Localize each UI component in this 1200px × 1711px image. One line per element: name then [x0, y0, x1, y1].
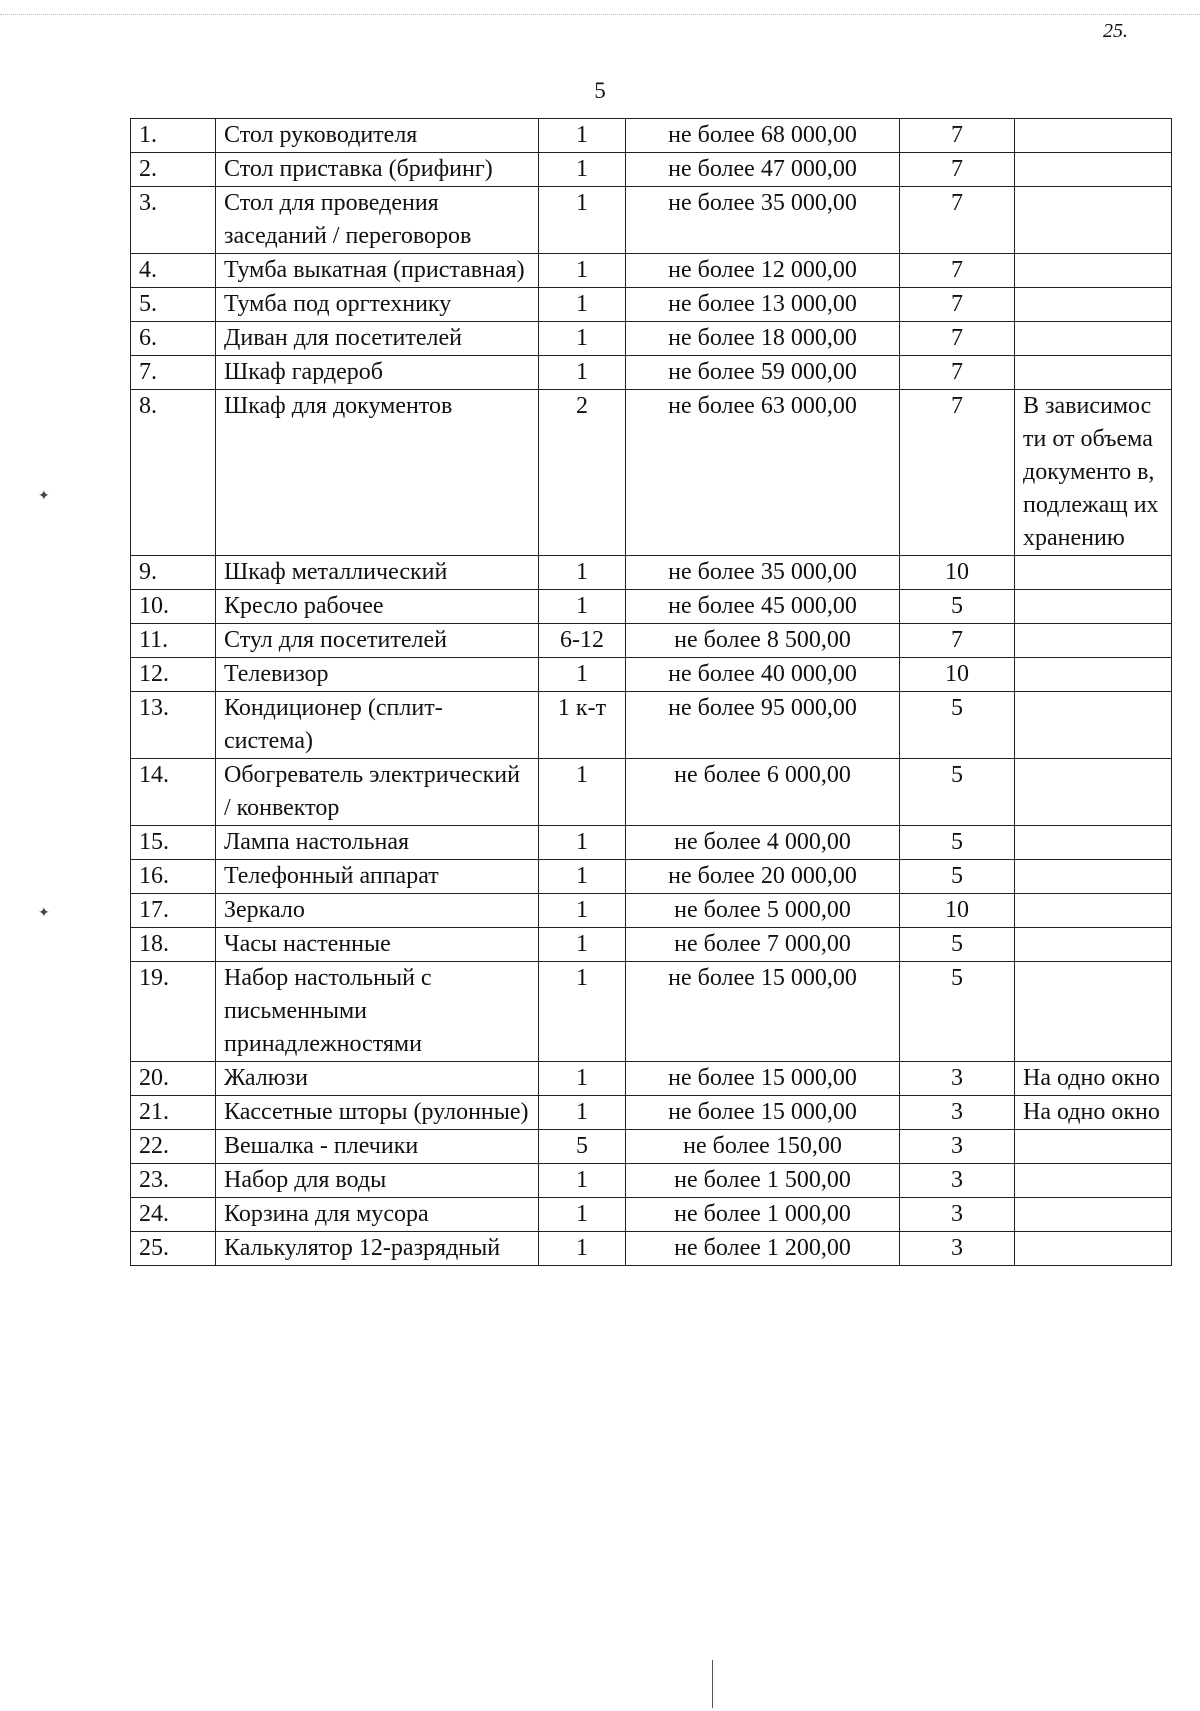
item-name-cell: Жалюзи	[216, 1062, 539, 1096]
item-quantity-cell: 1	[539, 1062, 626, 1096]
item-service-years-cell: 5	[900, 759, 1015, 826]
row-number-cell: 6.	[131, 322, 216, 356]
table-row	[131, 254, 1172, 288]
item-name-cell: Стул для посетителей	[216, 624, 539, 658]
item-price-cell: не более 15 000,00	[626, 1062, 900, 1096]
item-note-cell	[1015, 1164, 1172, 1198]
row-number-cell: 1.	[131, 119, 216, 153]
item-service-years-cell: 7	[900, 356, 1015, 390]
item-note-cell	[1015, 1232, 1172, 1266]
item-quantity-cell: 1	[539, 556, 626, 590]
item-quantity-cell: 1	[539, 759, 626, 826]
table-row	[131, 826, 1172, 860]
row-number-cell: 11.	[131, 624, 216, 658]
item-price-cell: не более 5 000,00	[626, 894, 900, 928]
item-name-cell: Шкаф гардероб	[216, 356, 539, 390]
item-service-years-cell: 5	[900, 962, 1015, 1062]
item-price-cell: не более 68 000,00	[626, 119, 900, 153]
item-quantity-cell: 1	[539, 322, 626, 356]
row-number-cell: 14.	[131, 759, 216, 826]
item-price-cell: не более 15 000,00	[626, 962, 900, 1062]
item-service-years-cell: 7	[900, 187, 1015, 254]
item-quantity-cell: 1	[539, 928, 626, 962]
item-price-cell: не более 4 000,00	[626, 826, 900, 860]
item-service-years-cell: 5	[900, 590, 1015, 624]
table-row	[131, 390, 1172, 556]
item-note-cell	[1015, 153, 1172, 187]
item-note-cell	[1015, 894, 1172, 928]
item-note-cell	[1015, 1130, 1172, 1164]
item-service-years-cell: 5	[900, 928, 1015, 962]
item-name-cell: Лампа настольная	[216, 826, 539, 860]
item-quantity-cell: 1	[539, 356, 626, 390]
item-price-cell: не более 6 000,00	[626, 759, 900, 826]
table-row	[131, 153, 1172, 187]
item-note-cell: На одно окно	[1015, 1062, 1172, 1096]
item-quantity-cell: 5	[539, 1130, 626, 1164]
item-note-cell	[1015, 759, 1172, 826]
item-price-cell: не более 150,00	[626, 1130, 900, 1164]
item-price-cell: не более 59 000,00	[626, 356, 900, 390]
row-number-cell: 17.	[131, 894, 216, 928]
item-service-years-cell: 10	[900, 658, 1015, 692]
row-number-cell: 15.	[131, 826, 216, 860]
row-number-cell: 8.	[131, 390, 216, 556]
item-note-cell	[1015, 119, 1172, 153]
item-quantity-cell: 1	[539, 894, 626, 928]
item-quantity-cell: 1	[539, 1198, 626, 1232]
binding-hole-mark-icon: ✦	[38, 489, 50, 504]
table-row	[131, 1198, 1172, 1232]
item-quantity-cell: 1	[539, 187, 626, 254]
item-note-cell	[1015, 556, 1172, 590]
row-number-cell: 24.	[131, 1198, 216, 1232]
row-number-cell: 4.	[131, 254, 216, 288]
item-note-cell	[1015, 692, 1172, 759]
item-name-cell: Набор настольный с письменными принадлежностями	[216, 962, 539, 1062]
item-service-years-cell: 3	[900, 1130, 1015, 1164]
item-quantity-cell: 1	[539, 860, 626, 894]
item-service-years-cell: 7	[900, 153, 1015, 187]
item-quantity-cell: 6-12	[539, 624, 626, 658]
row-number-cell: 25.	[131, 1232, 216, 1266]
item-quantity-cell: 1	[539, 254, 626, 288]
row-number-cell: 13.	[131, 692, 216, 759]
item-quantity-cell: 1	[539, 153, 626, 187]
table-row	[131, 860, 1172, 894]
item-name-cell: Стол для проведения заседаний / переговоров	[216, 187, 539, 254]
item-note-cell	[1015, 322, 1172, 356]
table-row	[131, 692, 1172, 759]
item-note-cell	[1015, 962, 1172, 1062]
row-number-cell: 20.	[131, 1062, 216, 1096]
item-name-cell: Корзина для мусора	[216, 1198, 539, 1232]
item-quantity-cell: 1 к-т	[539, 692, 626, 759]
item-service-years-cell: 3	[900, 1062, 1015, 1096]
item-note-cell	[1015, 187, 1172, 254]
row-number-cell: 23.	[131, 1164, 216, 1198]
item-price-cell: не более 8 500,00	[626, 624, 900, 658]
item-price-cell: не более 47 000,00	[626, 153, 900, 187]
row-number-cell: 12.	[131, 658, 216, 692]
furniture-equipment-table	[130, 118, 1172, 1266]
item-note-cell	[1015, 624, 1172, 658]
item-note-cell	[1015, 1198, 1172, 1232]
item-price-cell: не более 7 000,00	[626, 928, 900, 962]
table-row	[131, 759, 1172, 826]
item-note-cell	[1015, 658, 1172, 692]
item-service-years-cell: 3	[900, 1232, 1015, 1266]
item-note-cell	[1015, 254, 1172, 288]
item-name-cell: Вешалка - плечики	[216, 1130, 539, 1164]
row-number-cell: 3.	[131, 187, 216, 254]
item-name-cell: Шкаф металлический	[216, 556, 539, 590]
row-number-cell: 5.	[131, 288, 216, 322]
item-service-years-cell: 5	[900, 860, 1015, 894]
item-note-cell	[1015, 928, 1172, 962]
item-name-cell: Телефонный аппарат	[216, 860, 539, 894]
item-quantity-cell: 1	[539, 658, 626, 692]
item-name-cell: Шкаф для документов	[216, 390, 539, 556]
table-row	[131, 590, 1172, 624]
item-price-cell: не более 20 000,00	[626, 860, 900, 894]
item-quantity-cell: 1	[539, 119, 626, 153]
item-quantity-cell: 1	[539, 826, 626, 860]
item-name-cell: Набор для воды	[216, 1164, 539, 1198]
table-row	[131, 624, 1172, 658]
item-name-cell: Тумба под оргтехнику	[216, 288, 539, 322]
row-number-cell: 16.	[131, 860, 216, 894]
row-number-cell: 18.	[131, 928, 216, 962]
item-note-cell	[1015, 590, 1172, 624]
table-row	[131, 962, 1172, 1062]
item-price-cell: не более 15 000,00	[626, 1096, 900, 1130]
table-row	[131, 928, 1172, 962]
scan-artifact-line	[712, 1660, 713, 1708]
row-number-cell: 9.	[131, 556, 216, 590]
table-row	[131, 322, 1172, 356]
item-price-cell: не более 40 000,00	[626, 658, 900, 692]
table-row	[131, 658, 1172, 692]
item-price-cell: не более 12 000,00	[626, 254, 900, 288]
row-number-cell: 21.	[131, 1096, 216, 1130]
item-name-cell: Стол руководителя	[216, 119, 539, 153]
item-name-cell: Стол приставка (брифинг)	[216, 153, 539, 187]
item-quantity-cell: 1	[539, 288, 626, 322]
item-quantity-cell: 1	[539, 1232, 626, 1266]
table-row	[131, 1164, 1172, 1198]
item-price-cell: не более 35 000,00	[626, 556, 900, 590]
item-service-years-cell: 3	[900, 1198, 1015, 1232]
table-row	[131, 1232, 1172, 1266]
binding-hole-mark-icon: ✦	[38, 906, 50, 921]
table-row	[131, 1130, 1172, 1164]
page-number: 5	[594, 78, 606, 103]
table-body	[131, 119, 1172, 1266]
item-price-cell: не более 1 000,00	[626, 1198, 900, 1232]
item-service-years-cell: 5	[900, 692, 1015, 759]
item-price-cell: не более 13 000,00	[626, 288, 900, 322]
item-price-cell: не более 45 000,00	[626, 590, 900, 624]
table-row	[131, 356, 1172, 390]
item-name-cell: Диван для посетителей	[216, 322, 539, 356]
item-note-cell	[1015, 356, 1172, 390]
item-price-cell: не более 35 000,00	[626, 187, 900, 254]
table-row	[131, 1096, 1172, 1130]
row-number-cell: 22.	[131, 1130, 216, 1164]
item-name-cell: Кресло рабочее	[216, 590, 539, 624]
item-service-years-cell: 5	[900, 826, 1015, 860]
item-service-years-cell: 10	[900, 894, 1015, 928]
item-name-cell: Обогреватель электрический / конвектор	[216, 759, 539, 826]
item-service-years-cell: 3	[900, 1164, 1015, 1198]
item-service-years-cell: 7	[900, 322, 1015, 356]
table-row	[131, 1062, 1172, 1096]
item-price-cell: не более 1 200,00	[626, 1232, 900, 1266]
item-name-cell: Кондиционер (сплит-система)	[216, 692, 539, 759]
item-service-years-cell: 7	[900, 119, 1015, 153]
item-note-cell	[1015, 288, 1172, 322]
table-row	[131, 556, 1172, 590]
item-service-years-cell: 7	[900, 254, 1015, 288]
row-number-cell: 2.	[131, 153, 216, 187]
item-note-cell: На одно окно	[1015, 1096, 1172, 1130]
item-price-cell: не более 63 000,00	[626, 390, 900, 556]
row-number-cell: 10.	[131, 590, 216, 624]
item-name-cell: Зеркало	[216, 894, 539, 928]
item-service-years-cell: 10	[900, 556, 1015, 590]
item-name-cell: Кассетные шторы (рулонные)	[216, 1096, 539, 1130]
item-price-cell: не более 18 000,00	[626, 322, 900, 356]
item-quantity-cell: 1	[539, 590, 626, 624]
table-row	[131, 119, 1172, 153]
table-row	[131, 187, 1172, 254]
item-name-cell: Калькулятор 12-разрядный	[216, 1232, 539, 1266]
item-note-cell	[1015, 826, 1172, 860]
item-service-years-cell: 7	[900, 390, 1015, 556]
scan-edge-noise	[0, 0, 1200, 15]
item-price-cell: не более 1 500,00	[626, 1164, 900, 1198]
item-service-years-cell: 7	[900, 624, 1015, 658]
item-note-cell: В зависимос ти от объема документо в, подлежащ их хранению	[1015, 390, 1172, 556]
item-name-cell: Часы настенные	[216, 928, 539, 962]
item-name-cell: Тумба выкатная (приставная)	[216, 254, 539, 288]
row-number-cell: 7.	[131, 356, 216, 390]
item-price-cell: не более 95 000,00	[626, 692, 900, 759]
table-row	[131, 288, 1172, 322]
item-note-cell	[1015, 860, 1172, 894]
item-service-years-cell: 3	[900, 1096, 1015, 1130]
handwritten-page-mark: 25.	[1103, 20, 1128, 42]
item-service-years-cell: 7	[900, 288, 1015, 322]
row-number-cell: 19.	[131, 962, 216, 1062]
table-row	[131, 894, 1172, 928]
item-quantity-cell: 1	[539, 1164, 626, 1198]
item-quantity-cell: 1	[539, 962, 626, 1062]
item-name-cell: Телевизор	[216, 658, 539, 692]
item-quantity-cell: 1	[539, 1096, 626, 1130]
item-quantity-cell: 2	[539, 390, 626, 556]
